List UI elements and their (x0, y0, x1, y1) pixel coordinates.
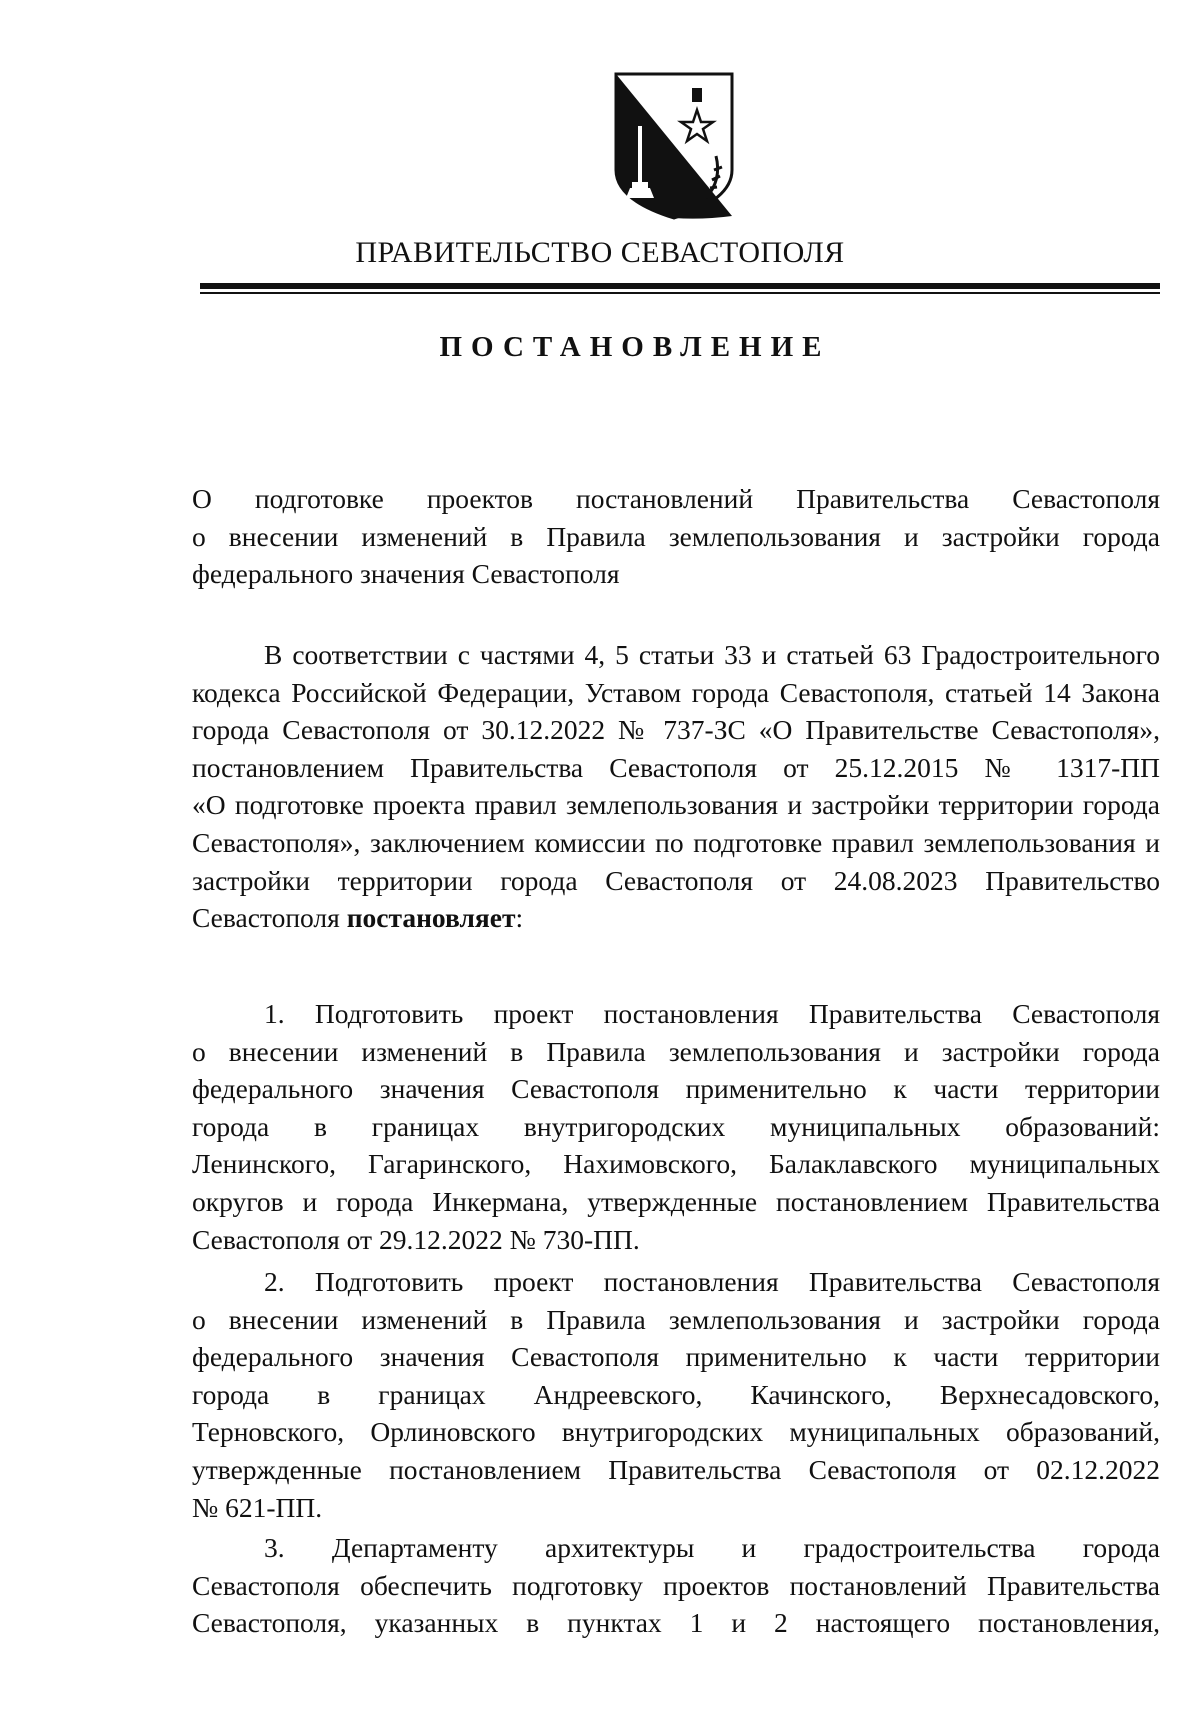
item-line: города в границах внутригородских муниципальных образований: (192, 1110, 1160, 1142)
item-line: Севастополя, указанных в пунктах 1 и 2 настоящего постановления, (192, 1607, 1160, 1639)
preamble-line: застройки территории города Севастополя от 24.08.2023 Правительство (192, 864, 1160, 896)
item-line: утвержденные постановлением Правительства Севастополя от 02.12.2022 (192, 1453, 1160, 1485)
preamble-line: города Севастополя от 30.12.2022 № 737-ЗС «О Правительстве Севастополя», (192, 714, 1160, 746)
subject-line: федерального значения Севастополя (192, 558, 620, 590)
preamble-last-end: : (515, 902, 524, 934)
coat-of-arms-icon (612, 70, 736, 222)
preamble-line: постановлением Правительства Севастополя от 25.12.2015 № 1317-ПП (192, 751, 1160, 783)
item-line: Севастополя обеспечить подготовку проектов постановлений Правительства (192, 1569, 1160, 1601)
preamble-last-start: Севастополя (192, 902, 347, 934)
resolution-item-3 (192, 1529, 1160, 1642)
preamble-paragraph (192, 636, 1160, 937)
preamble-line: кодекса Российской Федерации, Уставом города Севастополя, статьей 14 Закона (192, 676, 1160, 708)
item-line: 1. Подготовить проект постановления Правительства Севастополя (264, 998, 1160, 1029)
item-line: № 621-ПП. (192, 1491, 323, 1523)
preamble-line: В соответствии с частями 4, 5 статьи 33 и статьей 63 Градостроительного (264, 639, 1160, 670)
header-rule-thin (200, 292, 1160, 294)
organization-name: ПРАВИТЕЛЬСТВО СЕВАСТОПОЛЯ (355, 236, 845, 269)
document-type-title: ПОСТАНОВЛЕНИЕ (439, 331, 831, 363)
item-line: Севастополя от 29.12.2022 № 730-ПП. (192, 1223, 640, 1255)
item-line: Терновского, Орлиновского внутригородских муниципальных образований, (192, 1416, 1160, 1448)
header-rule-thick (200, 283, 1160, 289)
subject-line: О подготовке проектов постановлений Правительства Севастополя (192, 483, 1160, 514)
item-line: Ленинского, Гагаринского, Нахимовского, Балаклавского муниципальных (192, 1148, 1160, 1180)
preamble-line: «О подготовке проекта правил землепользования и застройки территории города (192, 789, 1160, 821)
item-line: федерального значения Севастополя применительно к части территории (192, 1341, 1160, 1373)
item-line: 2. Подготовить проект постановления Правительства Севастополя (264, 1266, 1160, 1297)
item-line: о внесении изменений в Правила землепользования и застройки города (192, 1035, 1160, 1067)
resolves-keyword: постановляет (346, 902, 516, 934)
item-line: округов и города Инкермана, утвержденные постановлением Правительства (192, 1185, 1160, 1217)
subject-line: о внесении изменений в Правила землепользования и застройки города (192, 520, 1160, 552)
preamble-last-line (192, 899, 1160, 937)
resolution-item-1 (192, 995, 1160, 1258)
document-subject (192, 480, 1160, 593)
item-line: федерального значения Севастополя применительно к части территории (192, 1073, 1160, 1105)
preamble-line: Севастополя», заключением комиссии по подготовке правил землепользования и (192, 826, 1160, 858)
item-line: города в границах Андреевского, Качинского, Верхнесадовского, (192, 1378, 1160, 1410)
item-line: 3. Департаменту архитектуры и градостроительства города (264, 1532, 1160, 1563)
item-line: о внесении изменений в Правила землепользования и застройки города (192, 1303, 1160, 1335)
resolution-item-2 (192, 1263, 1160, 1526)
